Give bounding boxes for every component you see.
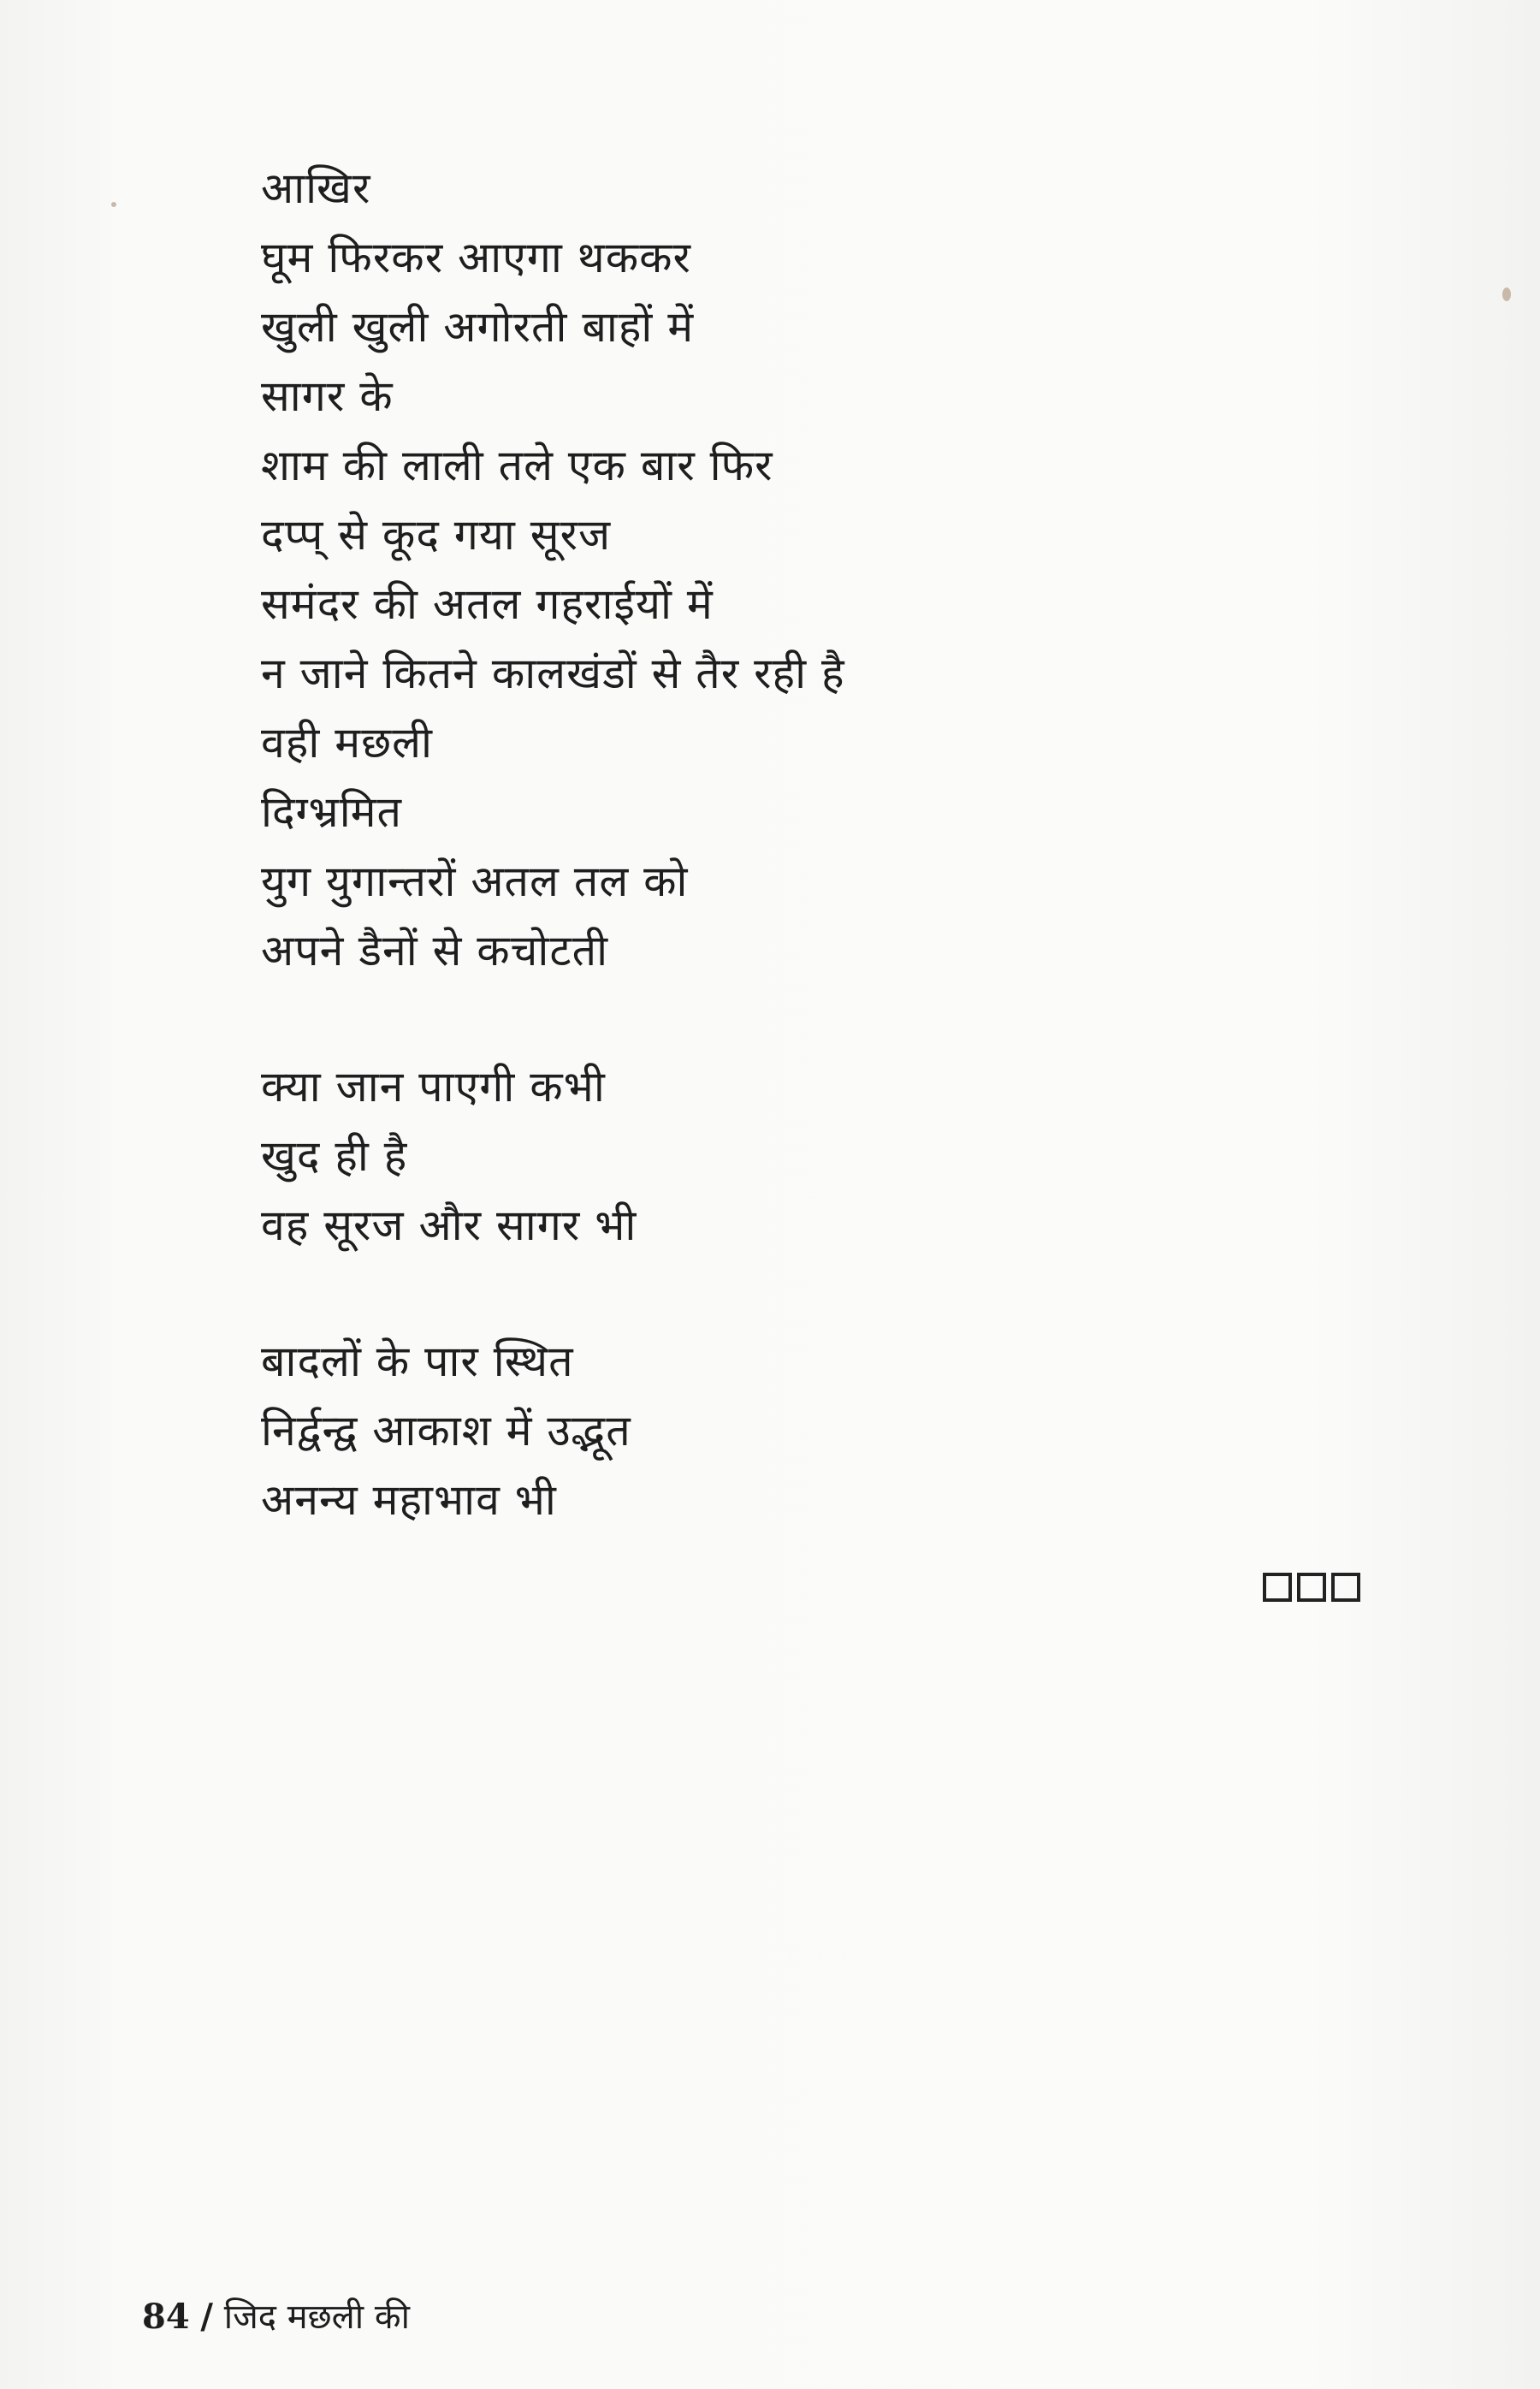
square-icon	[1331, 1573, 1360, 1602]
stanza	[261, 1052, 1288, 1260]
stanza	[261, 154, 1288, 986]
page-footer	[142, 2293, 410, 2341]
poem-line: क्या जान पाएगी कभी	[261, 1062, 606, 1112]
paper-speck	[111, 202, 116, 207]
poem-line: दप्प् से कूद गया सूरज	[261, 510, 612, 560]
poem-line: युग युगान्तरों अतल तल को	[261, 857, 689, 906]
poem-line: अपने डैनों से कचोटती	[261, 926, 609, 975]
poem-line: अनन्य महाभाव भी	[261, 1475, 557, 1525]
poem-line: आखिर	[261, 163, 371, 213]
poem-line: दिग्भ्रमित	[261, 787, 403, 837]
stanza	[261, 1327, 1288, 1535]
paper-speck	[1502, 288, 1511, 301]
book-title: जिद मछली की	[223, 2297, 410, 2337]
poem-line: खुली खुली अगोरती बाहों में	[261, 302, 695, 352]
page-number: 84	[142, 2297, 190, 2337]
footer-separator: /	[200, 2297, 213, 2337]
poem-line: समंदर की अतल गहराईयों में	[261, 579, 714, 629]
three-hollow-squares-icon	[1263, 1573, 1360, 1602]
poem-line: शाम की लाली तले एक बार फिर	[261, 441, 773, 490]
poem-line: निर्द्वन्द्व आकाश में उद्भूत	[261, 1406, 631, 1455]
poem-line: खुद ही है	[261, 1131, 408, 1181]
poem-line: बादलों के पार स्थित	[261, 1337, 574, 1386]
poem-line: घूम फिरकर आएगा थककर	[261, 233, 691, 282]
square-icon	[1297, 1573, 1326, 1602]
poem	[261, 154, 1288, 1602]
poem-line: सागर के	[261, 371, 394, 421]
square-icon	[1263, 1573, 1292, 1602]
poem-line: न जाने कितने कालखंडों से तैर रही है	[261, 649, 845, 698]
poem-line: वह सूरज और सागर भी	[261, 1200, 637, 1250]
poem-line: वही मछली	[261, 718, 433, 768]
